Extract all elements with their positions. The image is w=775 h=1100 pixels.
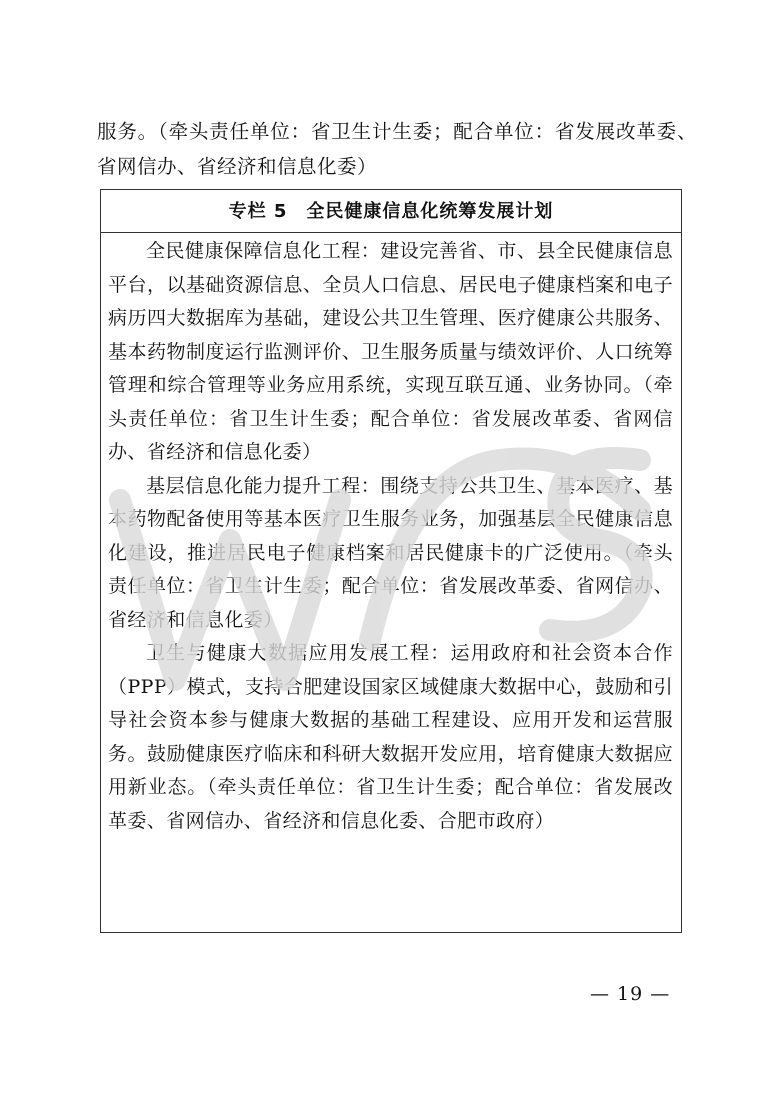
column-box bbox=[100, 189, 682, 933]
column-body bbox=[101, 235, 681, 838]
column-paragraph-grassroots: 基层信息化能力提升工程：围绕支持公共卫生、基本医疗、基本药物配备使用等基本医疗卫生服务业务，加强基层全民健康信息化建设，推进居民电子健康档案和居民健康卡的广泛使用。（牵头责任单位：省卫生计生委；配合单位：省发展改革委、省网信办、省经济和信息化委） bbox=[108, 474, 673, 631]
page-number: — 19 — bbox=[590, 983, 671, 1005]
column-paragraph-big-data: 卫生与健康大数据应用发展工程：运用政府和社会资本合作（PPP）模式，支持合肥建设国家区域健康大数据中心，鼓励和引导社会资本参与健康大数据的基础工程建设、应用开发和运营服务。鼓励健康医疗临床和科研大数据开发应用，培育健康大数据应用新业态。（牵头责任单位：省卫生计生委；配合单位：省发展改革委、省网信办、省经济和信息化委、合肥市政府） bbox=[108, 642, 673, 832]
column-title: 专栏 5 全民健康信息化统筹发展计划 bbox=[101, 190, 681, 233]
column-paragraph-health-security: 全民健康保障信息化工程：建设完善省、市、县全民健康信息平台，以基础资源信息、全员人口信息、居民电子健康档案和电子病历四大数据库为基础，建设公共卫生管理、医疗健康公共服务、基本药物制度运行监测评价、卫生服务质量与绩效评价、人口统筹管理和综合管理等业务应用系统，实现互联互通、业务协同。（牵头责任单位：省卫生计生委；配合单位：省发展改革委、省网信办、省经济和信息化委） bbox=[108, 240, 673, 463]
intro-paragraph: 服务。（牵头责任单位：省卫生计生委；配合单位：省发展改革委、省网信办、省经济和信息化委） bbox=[97, 120, 697, 178]
